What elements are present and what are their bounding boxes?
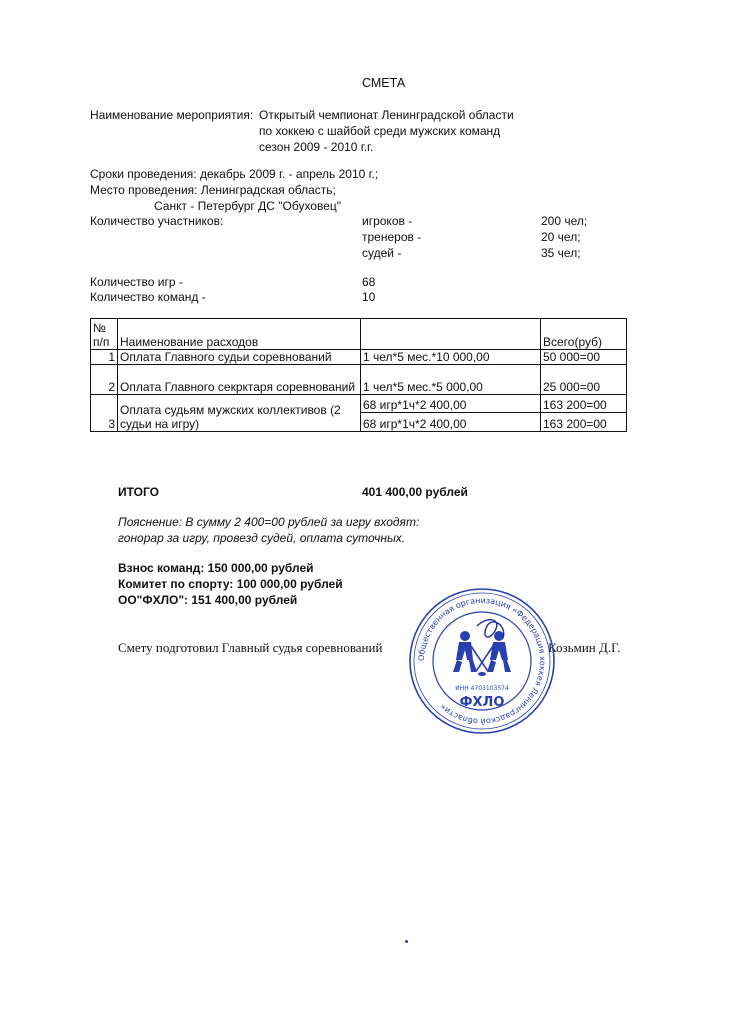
table-header-row: [91, 319, 627, 350]
row-3-total-2: 163 200=00: [541, 413, 627, 432]
participants-role-referees: судей -: [362, 246, 402, 260]
header-name: Наименование расходов: [118, 319, 361, 350]
event-line-3: сезон 2009 - 2010 г.г.: [259, 140, 374, 154]
stamp-center-text: ФХЛО: [459, 695, 505, 710]
row-3-name: Оплата судьям мужских коллективов (2 судьи на игру): [118, 395, 361, 432]
row-1-num: 1: [91, 350, 118, 365]
header-calc: [361, 319, 541, 350]
row-1-name: Оплата Главного судьи соревнований: [118, 350, 361, 365]
note-line-1: Пояснение: В сумму 2 400=00 рублей за игру входят:: [118, 515, 420, 529]
teams-label: Количество команд -: [90, 290, 206, 304]
stamp-outer-text: Общественная организация «Федерация хоккея Ленинградской области»: [416, 595, 548, 727]
event-venue: Санкт - Петербург ДС "Обуховец": [154, 199, 342, 213]
participants-count-referees: 35 чел;: [541, 246, 581, 260]
table-row: [91, 365, 627, 395]
table-row: [91, 350, 627, 365]
participants-role-coaches: тренеров -: [362, 230, 422, 244]
official-stamp: [407, 586, 557, 736]
event-line-1: Открытый чемпионат Ленинградской области: [259, 108, 514, 122]
contribution-teams: Взнос команд: 150 000,00 рублей: [118, 561, 314, 575]
signature-text: Смету подготовил Главный судья соревнований: [118, 640, 383, 655]
participants-count-coaches: 20 чел;: [541, 230, 581, 244]
total-label: ИТОГО: [118, 485, 159, 499]
contribution-committee: Комитет по спорту: 100 000,00 рублей: [118, 577, 343, 591]
participants-count-players: 200 чел;: [541, 214, 588, 228]
row-1-calc: 1 чел*5 мес.*10 000,00: [361, 350, 541, 365]
table-row: [91, 395, 627, 413]
row-2-total: 25 000=00: [541, 365, 627, 395]
participants-role-players: игроков -: [362, 214, 413, 228]
row-2-calc: 1 чел*5 мес.*5 000,00: [361, 365, 541, 395]
row-3-num: 3: [91, 395, 118, 432]
event-dates: Сроки проведения: декабрь 2009 г. - апрель 2010 г.;: [90, 167, 379, 181]
signature-name: Козьмин Д.Г.: [548, 640, 621, 655]
stamp-inn: ИНН 4703103574: [455, 685, 509, 692]
row-2-name: Оплата Главного секрктаря соревнований: [118, 365, 361, 395]
participants-label: Количество участников:: [90, 214, 224, 228]
ink-dot: [405, 940, 408, 943]
row-3-total-1: 163 200=00: [541, 395, 627, 413]
document-title: СМЕТА: [362, 76, 406, 90]
row-2-num: 2: [91, 365, 118, 395]
row-1-total: 50 000=00: [541, 350, 627, 365]
note-line-2: гонорар за игру, провезд судей, оплата суточных.: [118, 531, 406, 545]
row-3-calc-2: 68 игр*1ч*2 400,00: [361, 413, 541, 432]
expense-table: [90, 318, 627, 432]
row-3-calc-1: 68 игр*1ч*2 400,00: [361, 395, 541, 413]
header-num: № п/п: [91, 319, 118, 350]
games-label: Количество игр -: [90, 275, 183, 289]
teams-value: 10: [362, 290, 376, 304]
total-value: 401 400,00 рублей: [362, 485, 468, 499]
event-place: Место проведения: Ленинградская область;: [90, 183, 336, 197]
event-label: Наименование мероприятия:: [90, 108, 254, 122]
games-value: 68: [362, 275, 376, 289]
hockey-players-icon: [453, 631, 511, 676]
contribution-fhlo: ОО"ФХЛО": 151 400,00 рублей: [118, 593, 298, 607]
header-total: Всего(руб): [541, 319, 627, 350]
event-line-2: по хоккею с шайбой среди мужских команд: [259, 124, 501, 138]
